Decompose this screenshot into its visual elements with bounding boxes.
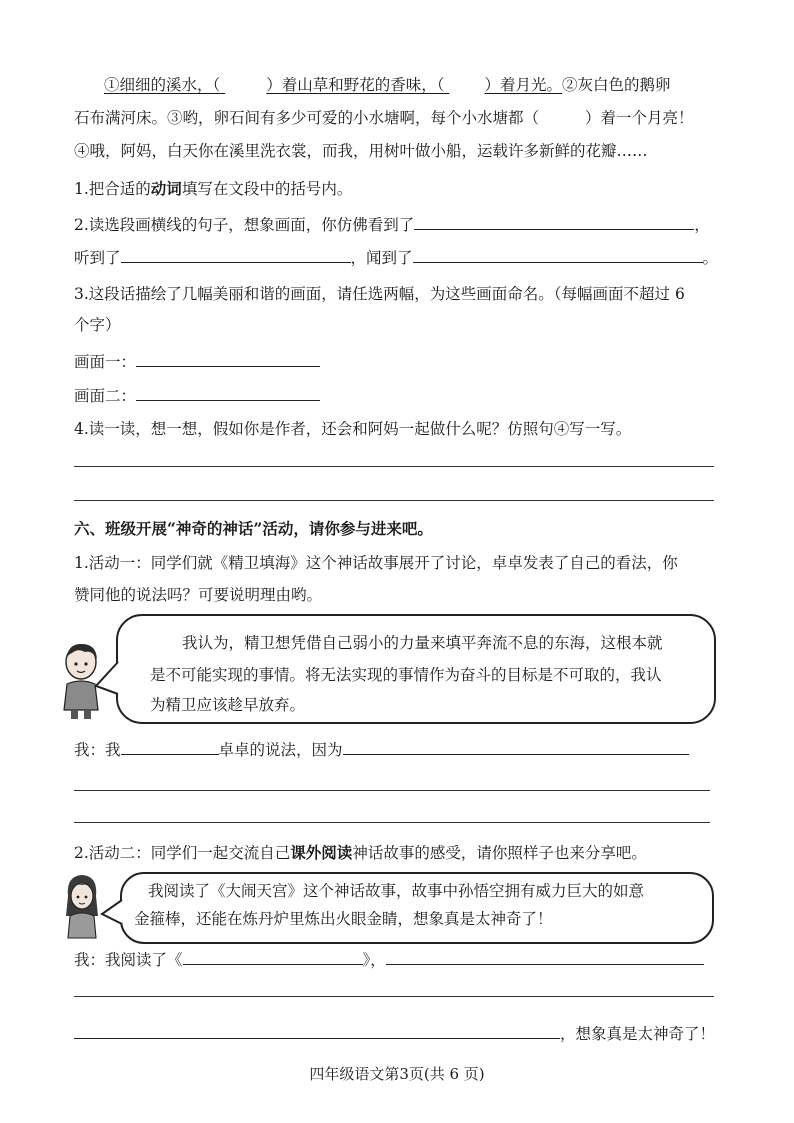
ending-row: ，想象真是太神奇了！: [74, 1022, 715, 1045]
passage-line-3: ④哦，阿妈，白天你在溪里洗衣裳，而我，用树叶做小船，运载许多新鲜的花瓣……: [74, 142, 648, 160]
question-2-line-1: 2.读选段画横线的句子，想象画面，你仿佛看到了 ，: [74, 213, 710, 236]
answer-line-reason-2[interactable]: [74, 822, 710, 823]
activity-1-line-2: 赞同他的说法吗？可要说明理由哟。: [74, 586, 323, 604]
speech-bubble-tail-2: [100, 898, 124, 928]
page-footer: 四年级语文第3页(共 6 页): [309, 1065, 485, 1083]
answer-blank-agree[interactable]: [121, 738, 219, 755]
picture-two-row: 画面二：: [74, 384, 320, 407]
girl-illustration: [62, 872, 102, 940]
passage-line-1: ①细细的溪水，（ ）着山草和野花的香味，（ ）着月光。②灰白色的鹅卵: [104, 76, 671, 94]
bubble-1-line-1: 我认为，精卫想凭借自己弱小的力量来填平奔流不息的东海，这根本就: [182, 634, 663, 652]
answer-blank-book-title[interactable]: [183, 948, 363, 965]
question-4: 4.读一读，想一想，假如你是作者，还会和阿妈一起做什么呢？仿照句④写一写。: [74, 420, 632, 438]
answer-line-q4-2[interactable]: [74, 500, 714, 501]
answer-blank-because[interactable]: [343, 738, 689, 755]
bubble-1-line-3: 为精卫应该趁早放弃。: [150, 696, 306, 714]
answer-blank-feeling-1[interactable]: [386, 948, 704, 965]
activity-2-instruction: 2.活动二：同学们一起交流自己课外阅读神话故事的感受，请你照样子也来分享吧。: [74, 843, 647, 862]
bubble-2-line-2: 金箍棒，还能在炼丹炉里炼出火眼金睛，想象真是太神奇了！: [134, 910, 553, 928]
passage-line-2: 石布满河床。③哟，卵石间有多少可爱的小水塘啊，每个小水塘都（ ）着一个月亮！: [74, 109, 694, 127]
answer-blank-picture-one[interactable]: [136, 350, 320, 367]
question-3-line-2: 个字）: [74, 316, 121, 334]
activity-1-line-1: 1.活动一：同学们就《精卫填海》这个神话故事展开了讨论，卓卓发表了自己的看法，你: [74, 554, 678, 572]
my-opinion-row: 我：我 卓卓的说法，因为: [74, 738, 689, 761]
my-reading-row: 我：我阅读了《 》，: [74, 948, 704, 971]
answer-blank-feeling-3[interactable]: [74, 1022, 560, 1039]
answer-line-reason-1[interactable]: [74, 790, 710, 791]
answer-blank-saw[interactable]: [414, 213, 694, 230]
question-3-line-1: 3.这段话描绘了几幅美丽和谐的画面，请任选两幅，为这些画面命名。（每幅画面不超过 6: [74, 285, 685, 303]
bubble-2-line-1: 我阅读了《大闹天宫》这个神话故事，故事中孙悟空拥有威力巨大的如意: [148, 882, 645, 900]
answer-line-q4-1[interactable]: [74, 466, 714, 467]
section-6-title: 六、班级开展“神奇的神话”活动，请你参与进来吧。: [74, 519, 433, 538]
picture-one-row: 画面一：: [74, 350, 320, 373]
speech-bubble-tail: [94, 660, 120, 700]
answer-line-feeling-2[interactable]: [74, 996, 714, 997]
bubble-1-line-2: 是不可能实现的事情。将无法实现的事情作为奋斗的目标是不可取的，我认: [150, 666, 662, 684]
question-1: 1.把合适的动词填写在文段中的括号内。: [74, 179, 353, 198]
answer-blank-smelled[interactable]: [413, 246, 703, 263]
answer-blank-heard[interactable]: [121, 246, 351, 263]
question-2-line-2: 听到了 ，闻到了 。: [74, 246, 718, 269]
answer-blank-picture-two[interactable]: [136, 384, 320, 401]
